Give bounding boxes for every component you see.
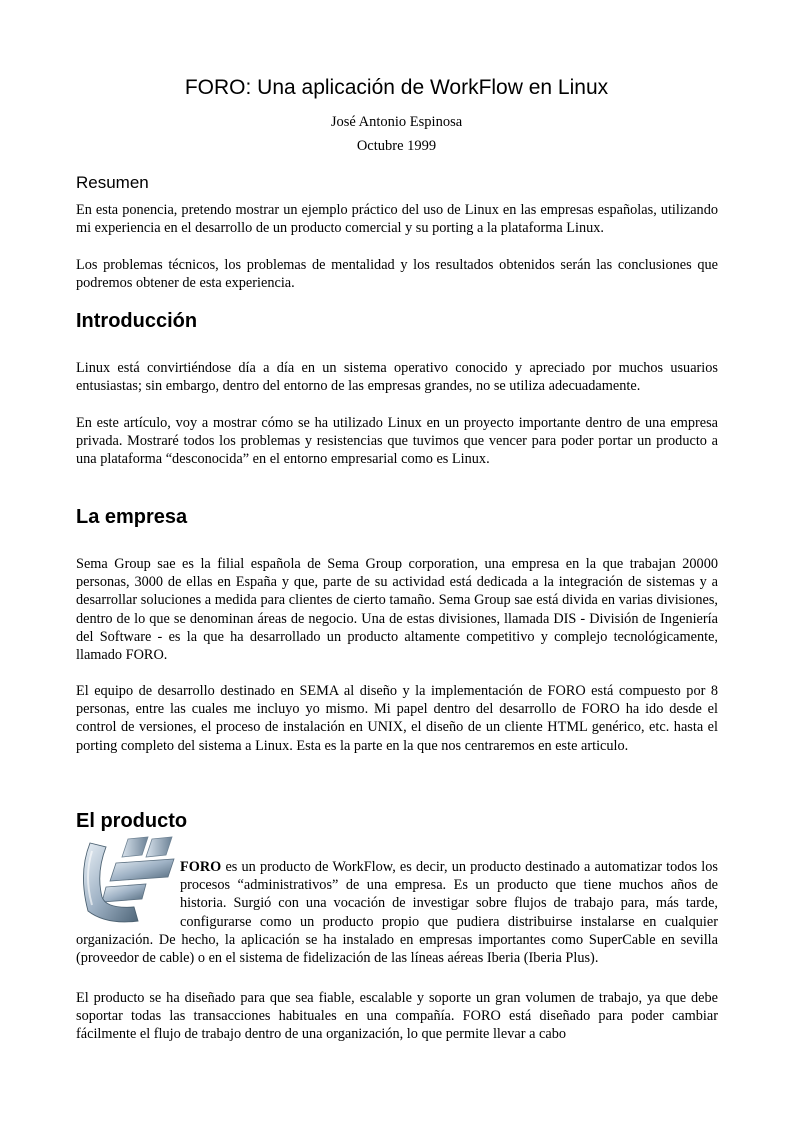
logo-spacer bbox=[76, 858, 180, 930]
page-title: FORO: Una aplicación de WorkFlow en Linux bbox=[184, 76, 609, 99]
introduccion-paragraph-1: Linux está convirtiéndose día a día en un sistema operativo conocido y apreciado por muchos usuarios entusiastas; sin embargo, dentro del entorno de las empresas grandes, no se utiliza adecuadamente. bbox=[76, 360, 718, 395]
empresa-paragraph-1: Sema Group sae es la filial española de Sema Group corporation, una empresa en la que trabajan 20000 personas, 3000 de ellas en España y que, parte de su actividad está dedicada a la integración de sistemas y a desarrollar soluciones a medida para clientes de cierto tamaño. Sema Group sae está divida en varias divisiones, dentro de lo que se denominan áreas de negocio. Una de estas divisiones, llamada DIS - División de Ingeniería del Software - es la que ha desarrollado un producto altamente competitivo y complejo tecnológicamente, llamado FORO. bbox=[76, 556, 718, 664]
producto-paragraph-1 bbox=[76, 858, 718, 967]
section-heading-introduccion: Introducción bbox=[76, 310, 198, 332]
producto-paragraph-2: El producto se ha diseñado para que sea fiable, escalable y soporte un gran volumen de trabajo, ya que debe soportar todas las transacciones habituales en una compañía. FORO está diseñado para poder cambiar fácilmente el flujo de trabajo dentro de una organización, lo que permite llevar a cabo bbox=[76, 990, 718, 1043]
author: José Antonio Espinosa bbox=[330, 114, 463, 130]
section-heading-producto: El producto bbox=[76, 810, 188, 832]
producto-paragraph-1-text: es un producto de WorkFlow, es decir, un producto destinado a automatizar todos los procesos “administrativos” de una empresa. Es un producto que tiene muchos años de historia. Surgió con una vocación de investigar sobre flujos de trabajo para, más tarde, configurarse como un producto propio que pudiera distribuirse instalarse en cualquier organización. De hecho, la aplicación se ha instalado en empresas importantes como SuperCable en sevilla (proveedor de cable) o en el sistema de fidelización de las líneas aéreas Iberia (Iberia Plus). bbox=[76, 859, 718, 967]
section-heading-resumen: Resumen bbox=[76, 173, 149, 192]
brand-name: FORO bbox=[180, 859, 222, 875]
empresa-paragraph-2: El equipo de desarrollo destinado en SEMA al diseño y la implementación de FORO está compuesto por 8 personas, entre las cuales me incluyo yo mismo. Mi papel dentro del desarrollo de FORO ha ido desde el control de versiones, el proceso de instalación en UNIX, el diseño de un cliente HTML genérico, etc. hasta el porting completo del sistema a Linux. Esta es la parte en la que nos centraremos en este articulo. bbox=[76, 683, 718, 754]
section-heading-empresa: La empresa bbox=[76, 506, 188, 528]
date: Octubre 1999 bbox=[356, 138, 437, 154]
resumen-paragraph-1: En esta ponencia, pretendo mostrar un ejemplo práctico del uso de Linux en las empresas españolas, utilizando mi experiencia en el desarrollo de un producto comercial y su porting a la plataforma Linux. bbox=[76, 202, 718, 237]
resumen-paragraph-2: Los problemas técnicos, los problemas de mentalidad y los resultados obtenidos serán las conclusiones que podremos obtener de esta experiencia. bbox=[76, 257, 718, 292]
introduccion-paragraph-2: En este artículo, voy a mostrar cómo se ha utilizado Linux en un proyecto importante dentro de una empresa privada. Mostraré todos los problemas y resistencias que tuvimos que vencer para poder portar un producto a una plataforma “desconocida” en el entorno empresarial como es Linux. bbox=[76, 415, 718, 468]
